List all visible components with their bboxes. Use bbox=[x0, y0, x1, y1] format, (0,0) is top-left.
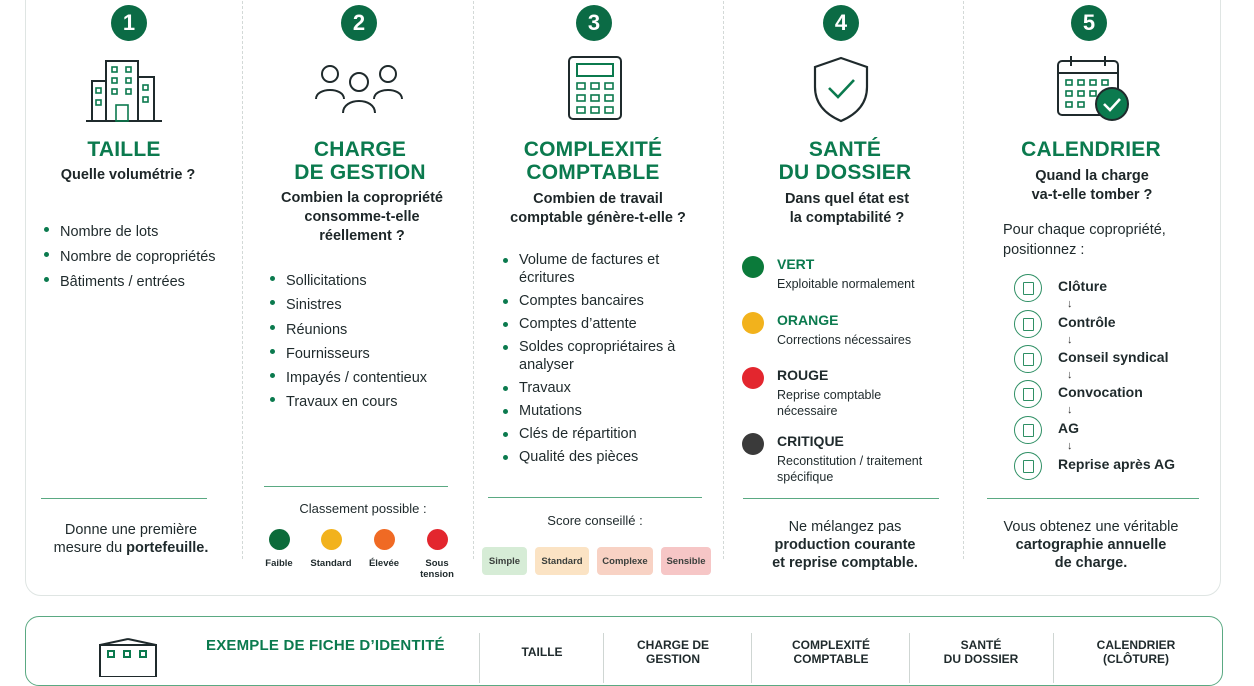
arrow-down-icon: ↓ bbox=[1067, 440, 1073, 452]
criteria-list bbox=[44, 220, 216, 295]
column-footer: Donne une première mesure du portefeuille. bbox=[53, 522, 209, 556]
status-name: CRITIQUE bbox=[777, 433, 844, 449]
document-icon bbox=[1014, 274, 1042, 302]
list-item: Mutations bbox=[503, 402, 703, 420]
arrow-down-icon: ↓ bbox=[1067, 404, 1073, 416]
column-divider bbox=[909, 633, 910, 683]
identity-card-panel bbox=[25, 616, 1223, 686]
column-divider bbox=[1053, 633, 1054, 683]
divider-line bbox=[987, 498, 1199, 499]
ranking-label: Classement possible : bbox=[299, 501, 427, 516]
status-dot bbox=[742, 256, 764, 278]
column-footer: Vous obtenez une véritable cartographie annuelle de charge. bbox=[1003, 519, 1179, 571]
calendar-check-icon bbox=[1055, 53, 1131, 123]
list-item: Nombre de lots bbox=[44, 220, 216, 245]
score-pill: Complexe bbox=[597, 547, 653, 575]
list-item: Volume de factures et écritures bbox=[503, 251, 703, 287]
people-icon bbox=[314, 61, 404, 117]
ranking-label-item: Standard bbox=[310, 558, 352, 569]
status-rouge bbox=[742, 367, 962, 417]
column-charge bbox=[242, 0, 473, 581]
list-item: Impayés / contentieux bbox=[270, 366, 427, 390]
score-pill: Sensible bbox=[661, 547, 711, 575]
arrow-down-icon: ↓ bbox=[1067, 334, 1073, 346]
column-taille bbox=[26, 0, 242, 581]
column-divider bbox=[603, 633, 604, 683]
refresh-icon bbox=[1014, 452, 1042, 480]
score-pill: Standard bbox=[535, 547, 589, 575]
status-name: VERT bbox=[777, 256, 815, 272]
column-question: Dans quel état est la comptabilité ? bbox=[784, 191, 910, 226]
divider-line bbox=[41, 498, 207, 499]
list-item: Réunions bbox=[270, 318, 427, 342]
status-description: Reconstitution / traitement spécifique bbox=[777, 454, 923, 484]
identity-column-charge: CHARGE DE GESTION bbox=[636, 638, 709, 666]
search-document-icon bbox=[1014, 310, 1042, 338]
ranking-label-item: Sous tension bbox=[420, 558, 454, 580]
list-item: Comptes d’attente bbox=[503, 315, 703, 333]
status-name: ORANGE bbox=[777, 312, 839, 328]
step-number: 3 bbox=[576, 5, 612, 41]
status-orange bbox=[742, 312, 962, 352]
ranking-label-item: Élevée bbox=[368, 558, 400, 569]
list-item: Fournisseurs bbox=[270, 342, 427, 366]
divider-line bbox=[488, 497, 702, 498]
list-item: Nombre de copropriétés bbox=[44, 245, 216, 270]
ranking-dot bbox=[427, 529, 448, 550]
meeting-icon bbox=[1014, 416, 1042, 444]
identity-column-sante: SANTÉ DU DOSSIER bbox=[943, 638, 1019, 666]
column-title: SANTÉ DU DOSSIER bbox=[778, 138, 912, 184]
list-item: Travaux bbox=[503, 379, 703, 397]
list-item: Bâtiments / entrées bbox=[44, 270, 216, 295]
column-question: Quand la charge va-t-elle tomber ? bbox=[1031, 168, 1153, 203]
step-number: 4 bbox=[823, 5, 859, 41]
column-question: Quelle volumétrie ? bbox=[60, 167, 196, 183]
shield-check-icon bbox=[811, 55, 871, 123]
list-item: Clés de répartition bbox=[503, 425, 703, 443]
identity-column-complexite: COMPLEXITÉ COMPTABLE bbox=[791, 638, 870, 666]
status-description: Reprise comptable nécessaire bbox=[777, 388, 882, 418]
list-item: Sollicitations bbox=[270, 269, 427, 293]
list-item: Comptes bancaires bbox=[503, 292, 703, 310]
score-pill: Simple bbox=[482, 547, 527, 575]
calendar-intro: Pour chaque copropriété, positionnez : bbox=[1003, 222, 1166, 258]
criteria-card bbox=[25, 0, 1221, 596]
ranking-label-item: Faible bbox=[265, 558, 293, 569]
ranking-dot bbox=[269, 529, 290, 550]
group-icon bbox=[1014, 345, 1042, 373]
status-description: Exploitable normalement bbox=[777, 277, 915, 291]
column-sante bbox=[723, 0, 963, 581]
list-item: Soldes copropriétaires à analyser bbox=[503, 338, 703, 374]
divider-line bbox=[743, 498, 939, 499]
arrow-down-icon: ↓ bbox=[1067, 298, 1073, 310]
building-icon bbox=[86, 57, 162, 123]
step-number: 5 bbox=[1071, 5, 1107, 41]
status-name: ROUGE bbox=[777, 367, 829, 383]
step-number: 2 bbox=[341, 5, 377, 41]
identity-card-title: EXEMPLE DE FICHE D’IDENTITÉ bbox=[206, 637, 445, 654]
identity-column-taille: TAILLE bbox=[521, 645, 563, 659]
list-item: Qualité des pièces bbox=[503, 448, 703, 466]
building-icon bbox=[96, 637, 160, 677]
column-question: Combien de travail comptable génère-t-elle ? bbox=[510, 191, 686, 226]
criteria-list bbox=[503, 251, 703, 471]
step-number: 1 bbox=[111, 5, 147, 41]
column-title: CHARGE DE GESTION bbox=[294, 138, 426, 184]
column-divider bbox=[751, 633, 752, 683]
arrow-down-icon: ↓ bbox=[1067, 369, 1073, 381]
calculator-icon bbox=[567, 55, 623, 121]
status-dot bbox=[742, 312, 764, 334]
column-footer: Ne mélangez pas production courante et reprise comptable. bbox=[772, 519, 918, 571]
column-calendrier: 5 CALENDRIER Quand la charge va-t-elle tomber ? Pour chaque copropriété, positionnez : Clôture ↓ Contrôle ↓ Conseil syndical ↓ Convocation ↓ AG ↓ Reprise après AG Vous obtenez une véritable cartographie annuelle de charge. bbox=[963, 0, 1222, 581]
column-title: CALENDRIER bbox=[1021, 138, 1161, 161]
score-label: Score conseillé : bbox=[547, 513, 643, 528]
status-description: Corrections nécessaires bbox=[777, 333, 912, 347]
identity-column-calendrier: CALENDRIER (CLÔTURE) bbox=[1096, 638, 1176, 666]
calendar-icon bbox=[1014, 380, 1042, 408]
list-item: Sinistres bbox=[270, 293, 427, 317]
status-critique bbox=[742, 433, 962, 483]
divider-line bbox=[264, 486, 448, 487]
column-complexite bbox=[473, 0, 723, 581]
status-dot bbox=[742, 433, 764, 455]
list-item: Travaux en cours bbox=[270, 390, 427, 414]
column-divider bbox=[479, 633, 480, 683]
status-dot bbox=[742, 367, 764, 389]
criteria-list bbox=[270, 269, 427, 415]
ranking-dot bbox=[321, 529, 342, 550]
column-title: TAILLE bbox=[87, 138, 161, 161]
ranking-dot bbox=[374, 529, 395, 550]
column-question: Combien la copropriété consomme-t-elle réellement ? bbox=[281, 190, 443, 244]
column-title: COMPLEXITÉ COMPTABLE bbox=[523, 138, 663, 184]
status-vert bbox=[742, 256, 962, 296]
